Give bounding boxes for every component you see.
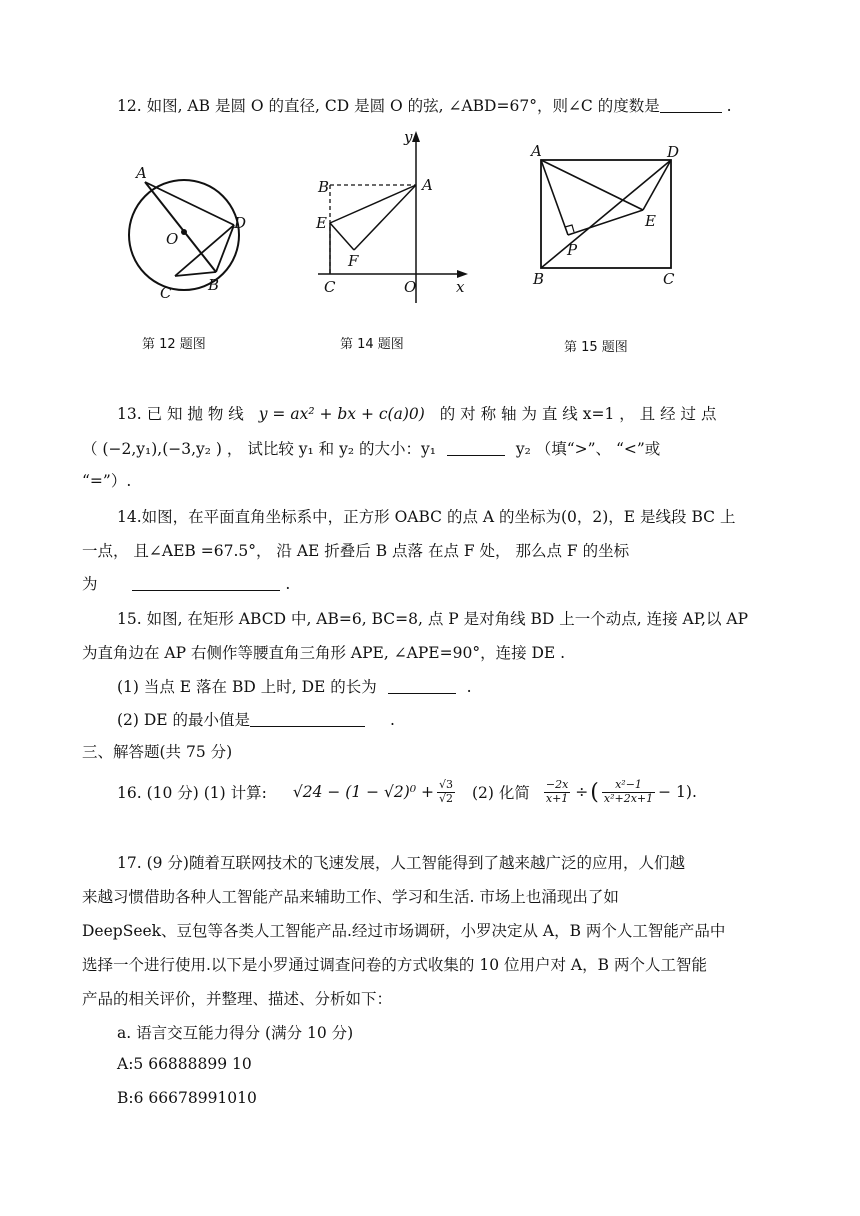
q15-line2: 为直角边在 AP 右侧作等腰直角三角形 APE, ∠APE=90°，连接 DE . [82,644,566,662]
section-title: 三、解答题(共 75 分) [82,743,233,761]
answer-blank-15-2 [250,711,365,728]
q15-sub2: (2) DE 的最小值是 . [117,711,395,729]
q17-a-scores-A: A:5 66888899 10 [117,1055,252,1073]
q17-line3: DeepSeek、豆包等各类人工智能产品.经过市场调研，小罗决定从 A，B 两个人工智能产品中 [82,922,726,940]
q17-line1: 17. (9 分)随着互联网技术的飞速发展，人工智能得到了越来越广泛的应用，人们越 [117,854,685,872]
figure-15-caption: 第 15 题图 [564,340,628,355]
q14-line1: 14.如图，在平面直角坐标系中，正方形 OABC 的点 A 的坐标为(0，2)，E 是线段 BC 上 [117,508,736,526]
q15-sub1: (1) 当点 E 落在 BD 上时, DE 的长为 . [117,678,472,696]
q13-line3: “=”）. [82,472,132,490]
figure-14 [310,128,470,307]
svg-text:B: B [318,178,330,196]
fraction-sqrt3-sqrt2: $\frac{√3}{√2}$ [438,778,453,805]
figure-12-caption: 第 12 题图 [142,337,206,352]
svg-text:O: O [404,278,417,296]
svg-text:F: F [348,252,359,270]
answer-blank-12 [660,97,722,114]
q16-line: 16. (10 分) (1) 计算: √24 − (1 − √2)⁰ + $\frac{√3}{√2}$ (2) 化简 $\frac{-2x}{x+1}$ ÷ ( $\frac{\text{x²−1}}{\text{x²+2x+1}}$ − 1). [117,778,697,805]
answer-blank-15-1 [388,678,456,695]
q17-a-title: a. 语言交互能力得分 (满分 10 分) [117,1024,354,1042]
q13-line1: 13. 已 知 抛 物 线 y = ax² + bx + c(a)0) 的 对 称 轴 为 直 线 x=1 ， 且 经 过 点 [117,405,717,423]
fraction-neg2x: $\frac{-2x}{x+1}$ [545,778,569,805]
svg-text:C: C [160,284,172,302]
q17-line5: 产品的相关评价，并整理、描述、分析如下： [82,990,393,1008]
svg-text:C: C [663,270,675,288]
figure-14-caption: 第 14 题图 [340,337,404,352]
svg-text:O: O [166,230,179,248]
q13-line2: （ (−2,y₁),(−3,y₂ ) ， 试比较 y₁ 和 y₂ 的大小：y₁ y₂ （填“>”、 “<”或 [82,440,661,458]
q14-line2: 一点， 且∠AEB =67.5°， 沿 AE 折叠后 B 点落 在点 F 处， 那么点 F 的坐标 [82,542,630,560]
figure-12 [118,160,258,309]
svg-text:A: A [531,142,542,160]
svg-text:P: P [567,241,578,259]
fraction-x2-1: $\frac{\text{x²−1}}{\text{x²+2x+1}}$ [603,778,654,805]
svg-text:C: C [324,278,336,296]
svg-text:B: B [208,276,220,294]
svg-text:x: x [456,278,465,296]
svg-text:A: A [422,176,433,194]
svg-text:A: A [136,164,147,182]
q17-line4: 选择一个进行使用.以下是小罗通过调查问卷的方式收集的 10 位用户对 A，B 两个人工智能 [82,956,707,974]
q17-line2: 来越习惯借助各种人工智能产品来辅助工作、学习和生活. 市场上也涌现出了如 [82,888,619,906]
q14-line3: 为 . [82,575,291,593]
answer-blank-14 [132,575,280,592]
figure-15 [525,140,695,294]
svg-text:y: y [404,128,413,146]
svg-text:D: D [667,143,680,161]
q15-line1: 15. 如图, 在矩形 ABCD 中, AB=6, BC=8, 点 P 是对角线 BD 上一个动点, 连接 AP,以 AP [117,610,749,628]
svg-text:E: E [645,212,656,230]
svg-text:E: E [316,214,327,232]
answer-blank-13 [447,440,505,457]
q17-a-scores-B: B:6 66678991010 [117,1089,257,1107]
svg-text:B: B [533,270,545,288]
svg-text:D: D [234,214,247,232]
q12-text: 12. 如图, AB 是圆 O 的直径, CD 是圆 O 的弦, ∠ABD=67°，则∠C 的度数是 . [117,97,732,115]
